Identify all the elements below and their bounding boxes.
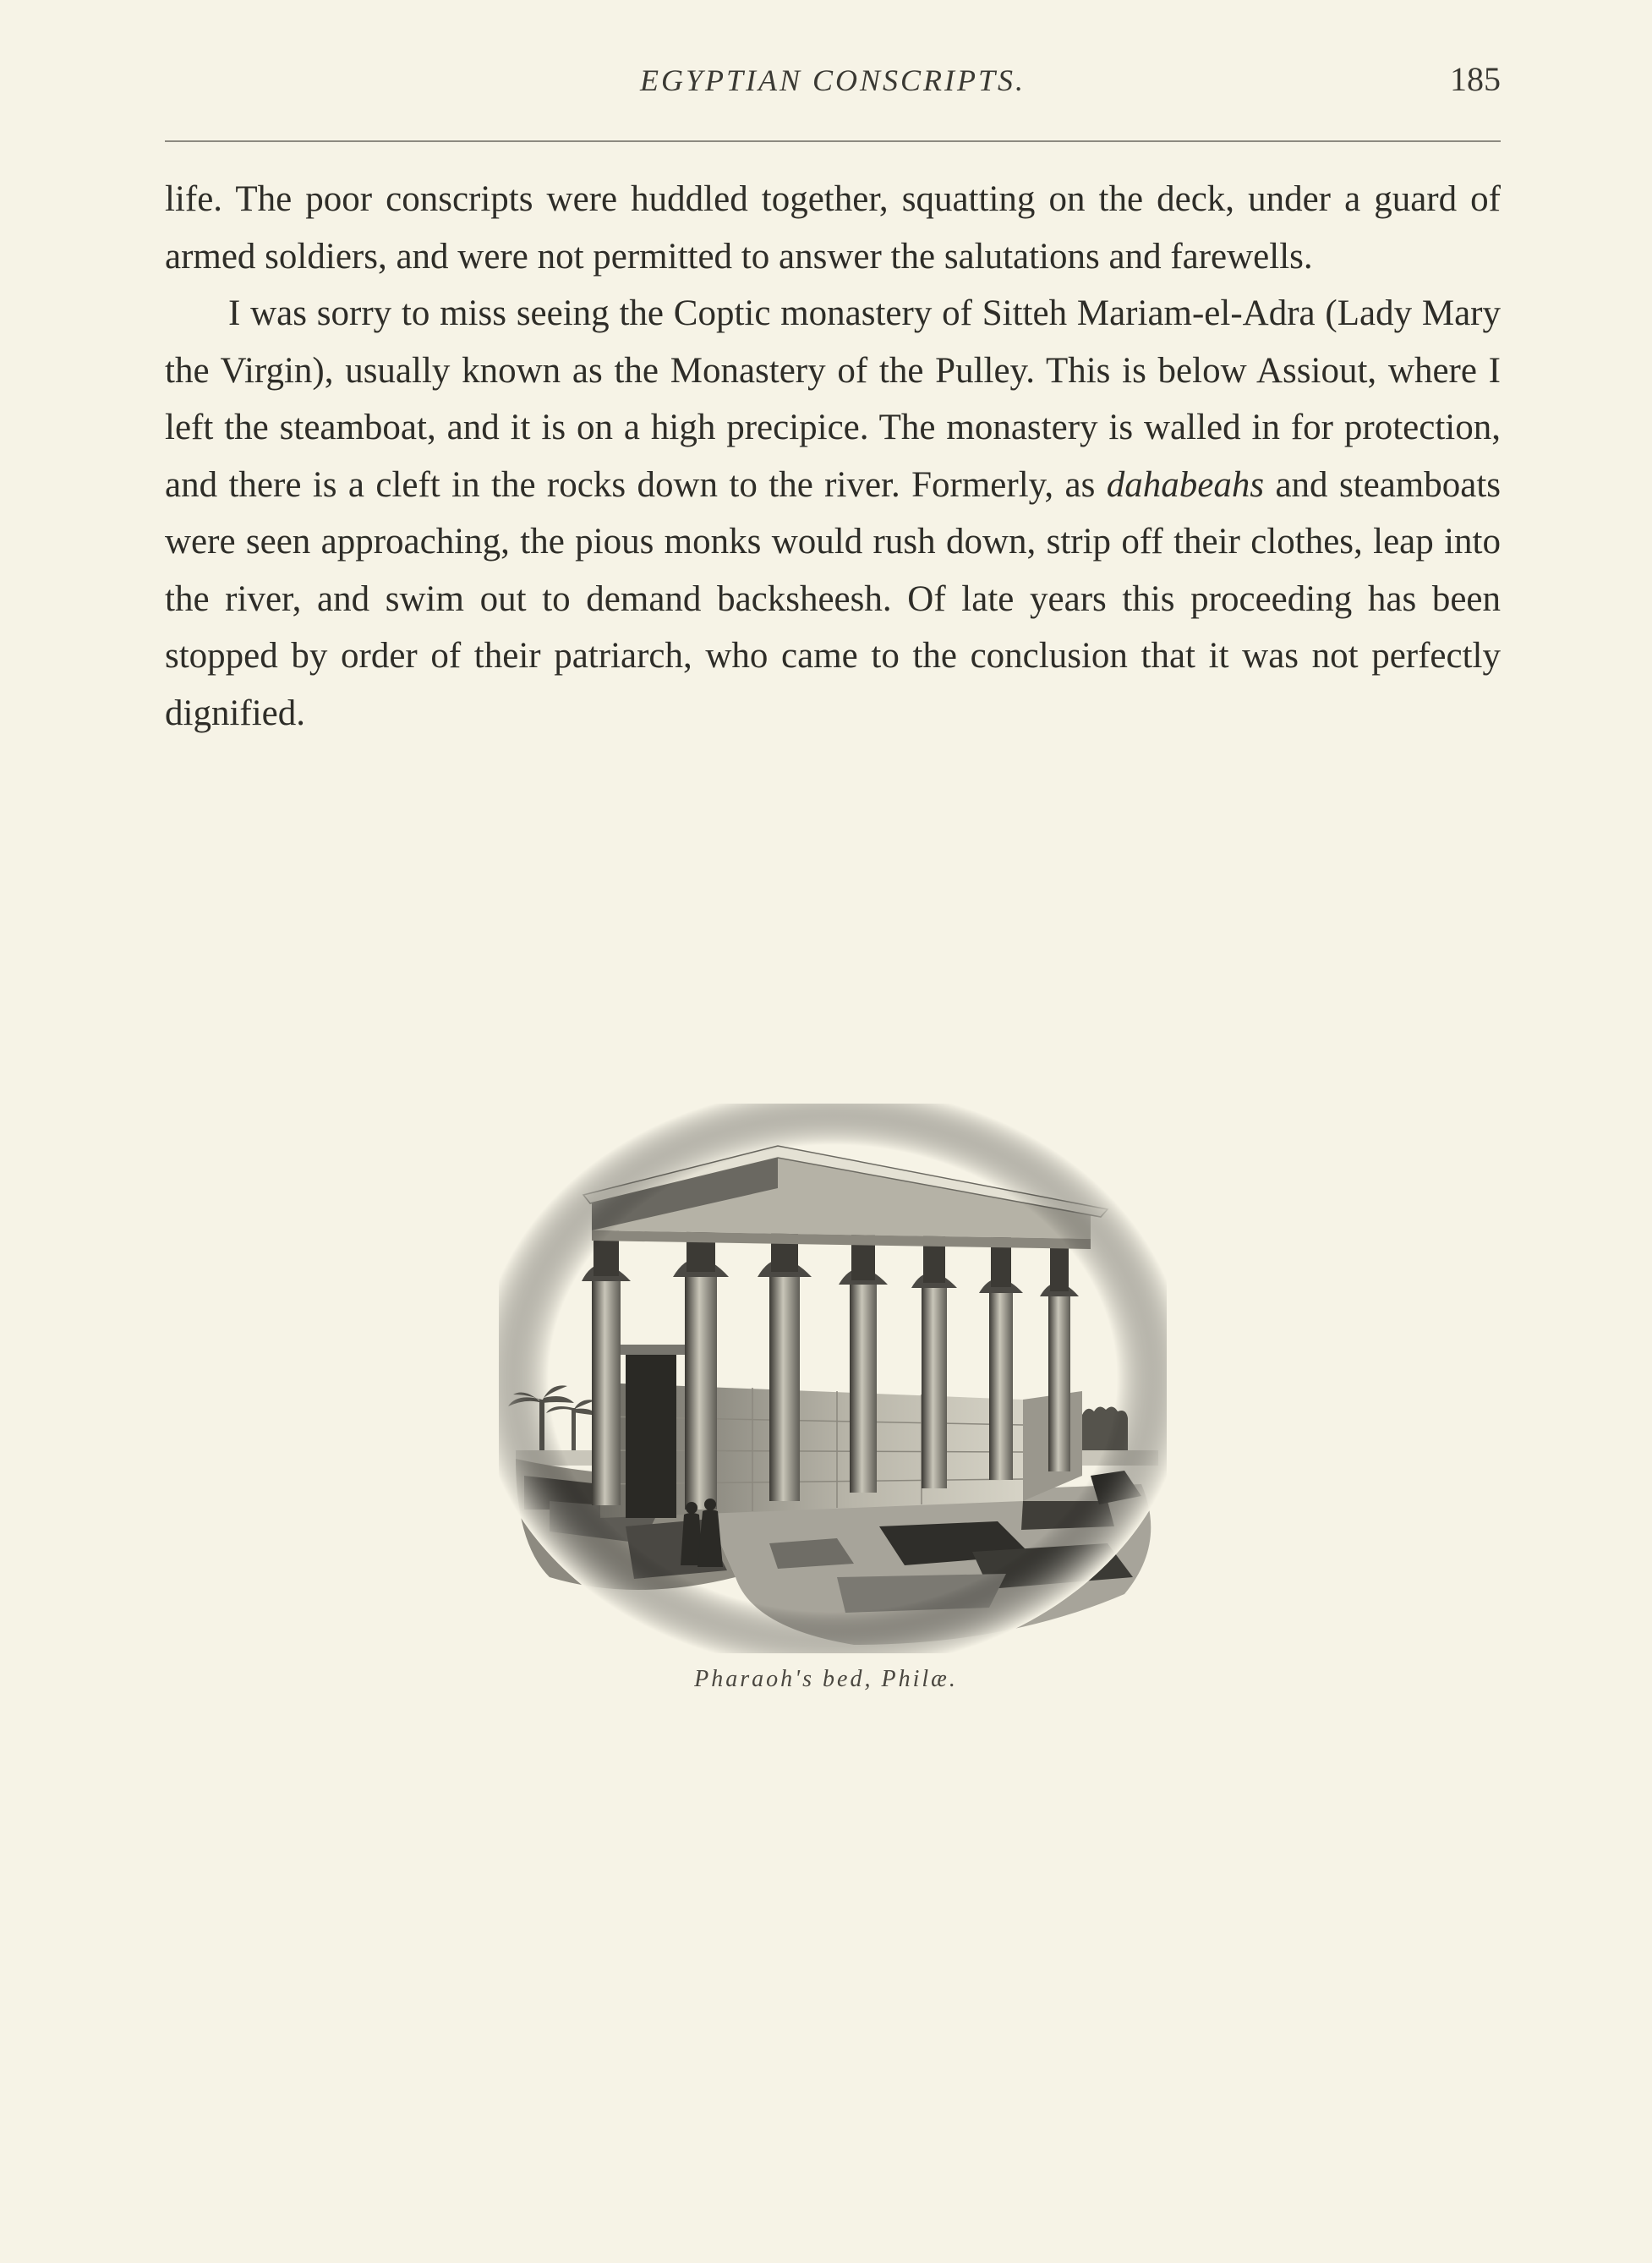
paragraph-1-text: life. The poor conscripts were huddled together, squatting on the deck, under a guard of armed soldiers, and were not permitted to answer the salutations and farewells. bbox=[165, 179, 1501, 277]
body-text bbox=[165, 171, 1501, 742]
paragraph-2-text-start: I was sorry to miss seeing the Coptic monastery of Sitteh Mariam-el-Adra (Lady Mary the Virgin), usually known as the Monastery of the Pulley. This is below Assiout, where I left the steamboat, and it is on a high precipice. The monastery is walled in for protection, and there is a cleft in the rocks down to the river. Formerly, as bbox=[165, 293, 1501, 505]
kiosk-engraving bbox=[499, 1104, 1167, 1653]
italic-term: dahabeahs bbox=[1106, 464, 1265, 505]
paragraph-1 bbox=[165, 171, 1501, 285]
running-head bbox=[165, 59, 1501, 110]
paragraph-2 bbox=[165, 285, 1501, 742]
temple-illustration bbox=[499, 1104, 1167, 1653]
header-rule bbox=[165, 140, 1501, 142]
page-number: 185 bbox=[1450, 60, 1501, 98]
paragraph-2-text-end: and steamboats were seen approaching, the pious monks would rush down, strip off their clothes, leap into the river, and swim out to demand backsheesh. Of late years this proceeding has been stopped by order of their patriarch, who came to the conclusion that it was not perfectly dignified. bbox=[165, 464, 1502, 733]
figure-caption: Pharaoh's bed, Philæ. bbox=[694, 1666, 958, 1692]
running-title: EGYPTIAN CONSCRIPTS. bbox=[639, 63, 1026, 97]
